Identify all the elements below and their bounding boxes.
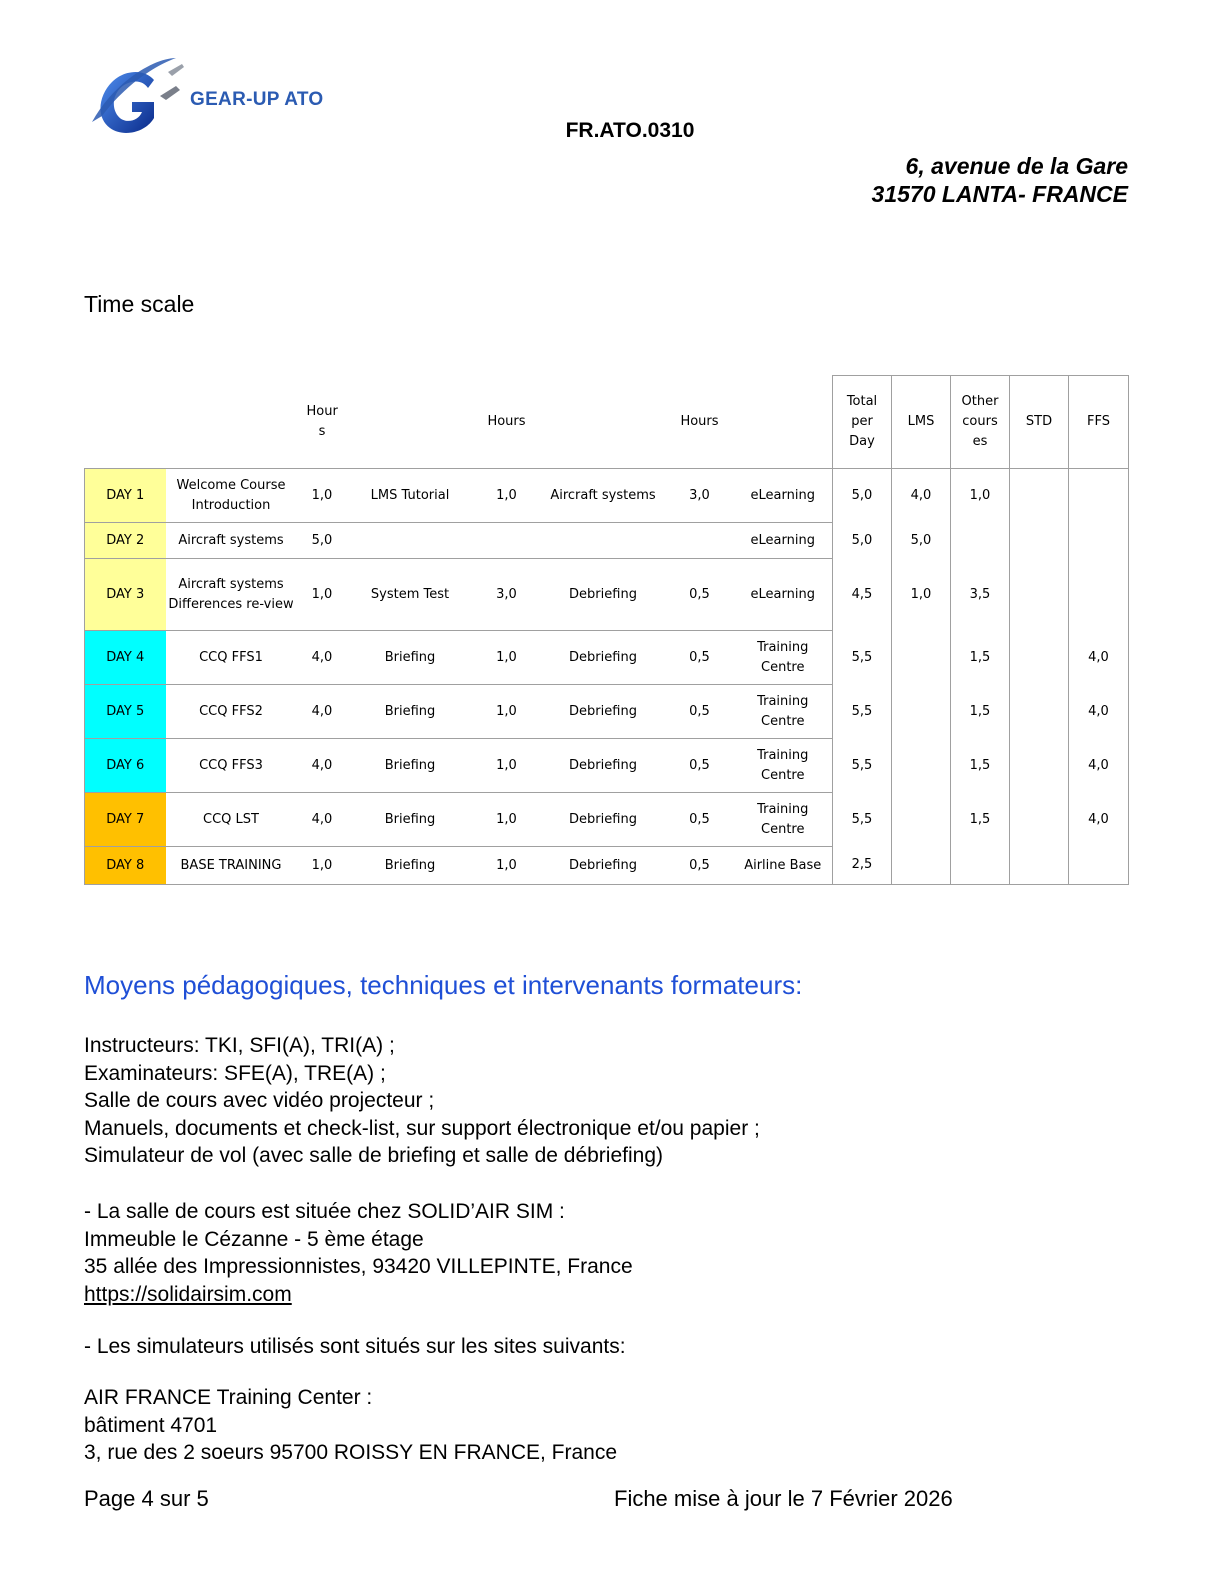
- ffs-cell: [1069, 559, 1129, 631]
- company-logo: [84, 52, 344, 142]
- location-cell: Training Centre: [734, 685, 833, 739]
- header-lms: LMS: [892, 376, 951, 469]
- salle-line: Immeuble le Cézanne - 5 ème étage: [84, 1227, 424, 1251]
- moyens-list: [84, 1032, 760, 1170]
- std-cell: [1010, 685, 1069, 739]
- hours-1-cell: 4,0: [297, 685, 348, 739]
- std-cell: [1010, 793, 1069, 847]
- std-cell: [1010, 847, 1069, 885]
- airfrance-line: 3, rue des 2 soeurs 95700 ROISSY EN FRANCE, France: [84, 1441, 618, 1464]
- hours-1-cell: 4,0: [297, 793, 348, 847]
- hours-1-cell: 4,0: [297, 739, 348, 793]
- airfrance-line: AIR FRANCE Training Center :: [84, 1386, 373, 1409]
- hours-1-cell: 1,0: [297, 847, 348, 885]
- update-date: Fiche mise à jour le 7 Février 2026: [614, 1486, 953, 1511]
- activity-2-cell: System Test: [348, 559, 473, 631]
- address-line-2: 31570 LANTA- FRANCE: [871, 181, 1128, 207]
- hours-2-cell: 1,0: [473, 847, 541, 885]
- header-std: STD: [1010, 376, 1069, 469]
- table-row: [85, 847, 1129, 885]
- simulateurs-line: - Les simulateurs utilisés sont situés sur les sites suivants:: [84, 1335, 626, 1358]
- activity-2-cell: Briefing: [348, 685, 473, 739]
- std-cell: [1010, 739, 1069, 793]
- moyens-line: Salle de cours avec vidéo projecteur ;: [84, 1089, 435, 1112]
- header-hours-1: Hour s: [306, 403, 338, 439]
- hours-2-cell: 1,0: [473, 685, 541, 739]
- other-courses-cell: [951, 847, 1010, 885]
- hours-2-cell: 1,0: [473, 469, 541, 523]
- hours-2-cell: 1,0: [473, 631, 541, 685]
- std-cell: [1010, 559, 1069, 631]
- airfrance-block: [84, 1384, 617, 1467]
- location-cell: eLearning: [734, 523, 833, 559]
- day-cell: DAY 2: [85, 523, 166, 559]
- hours-3-cell: 0,5: [666, 847, 734, 885]
- header-hours-2: Hours: [487, 413, 526, 429]
- hours-3-cell: 0,5: [666, 559, 734, 631]
- activity-1-cell: BASE TRAINING: [166, 847, 297, 885]
- day-cell: DAY 5: [85, 685, 166, 739]
- hours-1-cell: 1,0: [297, 469, 348, 523]
- activity-3-cell: Debriefing: [541, 559, 666, 631]
- std-cell: [1010, 469, 1069, 523]
- activity-2-cell: Briefing: [348, 847, 473, 885]
- location-cell: Training Centre: [734, 793, 833, 847]
- lms-cell: [892, 631, 951, 685]
- hours-3-cell: 0,5: [666, 631, 734, 685]
- activity-3-cell: [541, 523, 666, 559]
- header-hours-3: Hours: [680, 413, 719, 429]
- activity-3-cell: Aircraft systems: [541, 469, 666, 523]
- table-row: [85, 469, 1129, 523]
- total-cell: 2,5: [833, 847, 892, 885]
- company-address: [872, 152, 1128, 208]
- address-line-1: 6, avenue de la Gare: [905, 153, 1128, 179]
- solidairsim-link[interactable]: https://solidairsim.com: [84, 1282, 292, 1306]
- lms-cell: 5,0: [892, 523, 951, 559]
- activity-2-cell: [348, 523, 473, 559]
- lms-cell: [892, 685, 951, 739]
- table-row: [85, 685, 1129, 739]
- other-courses-cell: [951, 523, 1010, 559]
- total-cell: 5,5: [833, 793, 892, 847]
- total-cell: 4,5: [833, 559, 892, 631]
- hours-2-cell: [473, 523, 541, 559]
- table-row: [85, 739, 1129, 793]
- std-cell: [1010, 631, 1069, 685]
- total-cell: 5,5: [833, 739, 892, 793]
- hours-1-cell: 5,0: [297, 523, 348, 559]
- ffs-cell: [1069, 523, 1129, 559]
- salle-line: 35 allée des Impressionnistes, 93420 VILLEPINTE, France: [84, 1255, 633, 1278]
- moyens-line: Simulateur de vol (avec salle de briefing et salle de débriefing): [84, 1144, 663, 1167]
- hours-3-cell: [666, 523, 734, 559]
- lms-cell: 4,0: [892, 469, 951, 523]
- other-courses-cell: 1,5: [951, 793, 1010, 847]
- activity-3-cell: Debriefing: [541, 631, 666, 685]
- lms-cell: [892, 847, 951, 885]
- moyens-line: Manuels, documents et check-list, sur support électronique et/ou papier ;: [84, 1116, 760, 1140]
- activity-3-cell: Debriefing: [541, 685, 666, 739]
- activity-1-cell: CCQ FFS1: [166, 631, 297, 685]
- ffs-cell: 4,0: [1069, 739, 1129, 793]
- hours-2-cell: 3,0: [473, 559, 541, 631]
- header-empty: [541, 376, 666, 469]
- total-cell: 5,5: [833, 631, 892, 685]
- activity-2-cell: Briefing: [348, 631, 473, 685]
- day-cell: DAY 6: [85, 739, 166, 793]
- table-header-row: [85, 376, 1129, 469]
- hours-2-cell: 1,0: [473, 739, 541, 793]
- moyens-title: Moyens pédagogiques, techniques et intervenants formateurs:: [84, 970, 803, 1000]
- header-empty: [85, 376, 166, 469]
- lms-cell: [892, 739, 951, 793]
- activity-2-cell: Briefing: [348, 793, 473, 847]
- hours-1-cell: 4,0: [297, 631, 348, 685]
- ffs-cell: 4,0: [1069, 631, 1129, 685]
- total-cell: 5,0: [833, 469, 892, 523]
- section-title: Time scale: [84, 291, 195, 317]
- day-cell: DAY 7: [85, 793, 166, 847]
- airfrance-line: bâtiment 4701: [84, 1413, 218, 1437]
- other-courses-cell: 3,5: [951, 559, 1010, 631]
- table-row: [85, 631, 1129, 685]
- activity-2-cell: Briefing: [348, 739, 473, 793]
- total-cell: 5,0: [833, 523, 892, 559]
- header-total-per-day: Total per Day: [833, 376, 892, 469]
- day-cell: DAY 3: [85, 559, 166, 631]
- document-reference: FR.ATO.0310: [565, 119, 695, 142]
- activity-1-cell: Aircraft systems Differences re-view: [166, 559, 297, 631]
- day-cell: DAY 4: [85, 631, 166, 685]
- activity-1-cell: CCQ FFS3: [166, 739, 297, 793]
- salle-block: [84, 1198, 633, 1308]
- activity-3-cell: Debriefing: [541, 793, 666, 847]
- header-ffs: FFS: [1069, 376, 1129, 469]
- location-cell: eLearning: [734, 469, 833, 523]
- ffs-cell: 4,0: [1069, 793, 1129, 847]
- location-cell: Airline Base: [734, 847, 833, 885]
- std-cell: [1010, 523, 1069, 559]
- activity-1-cell: CCQ FFS2: [166, 685, 297, 739]
- activity-3-cell: Debriefing: [541, 847, 666, 885]
- lms-cell: 1,0: [892, 559, 951, 631]
- activity-1-cell: CCQ LST: [166, 793, 297, 847]
- location-cell: Training Centre: [734, 631, 833, 685]
- ffs-cell: 4,0: [1069, 685, 1129, 739]
- hours-3-cell: 0,5: [666, 793, 734, 847]
- header-empty: [734, 376, 833, 469]
- moyens-line: Examinateurs: SFE(A), TRE(A) ;: [84, 1061, 386, 1085]
- activity-3-cell: Debriefing: [541, 739, 666, 793]
- logo-mark-icon: [84, 52, 194, 142]
- header-other-courses: Other cours es: [951, 376, 1010, 469]
- hours-3-cell: 0,5: [666, 739, 734, 793]
- location-cell: Training Centre: [734, 739, 833, 793]
- day-cell: DAY 8: [85, 847, 166, 885]
- ffs-cell: [1069, 847, 1129, 885]
- hours-1-cell: 1,0: [297, 559, 348, 631]
- logo-text: GEAR-UP ATO: [190, 89, 324, 110]
- activity-1-cell: Welcome Course Introduction: [166, 469, 297, 523]
- page-number: Page 4 sur 5: [84, 1486, 209, 1511]
- other-courses-cell: 1,0: [951, 469, 1010, 523]
- other-courses-cell: 1,5: [951, 739, 1010, 793]
- location-cell: eLearning: [734, 559, 833, 631]
- time-scale-table: [84, 375, 1129, 885]
- table-row: [85, 559, 1129, 631]
- table-row: [85, 523, 1129, 559]
- moyens-line: Instructeurs: TKI, SFI(A), TRI(A) ;: [84, 1034, 395, 1057]
- day-cell: DAY 1: [85, 469, 166, 523]
- hours-3-cell: 0,5: [666, 685, 734, 739]
- header-empty: [348, 376, 473, 469]
- other-courses-cell: 1,5: [951, 685, 1010, 739]
- header-empty: [166, 376, 297, 469]
- activity-2-cell: LMS Tutorial: [348, 469, 473, 523]
- hours-2-cell: 1,0: [473, 793, 541, 847]
- lms-cell: [892, 793, 951, 847]
- other-courses-cell: 1,5: [951, 631, 1010, 685]
- activity-1-cell: Aircraft systems: [166, 523, 297, 559]
- hours-3-cell: 3,0: [666, 469, 734, 523]
- total-cell: 5,5: [833, 685, 892, 739]
- salle-line: - La salle de cours est située chez SOLID’AIR SIM :: [84, 1200, 565, 1223]
- ffs-cell: [1069, 469, 1129, 523]
- table-row: [85, 793, 1129, 847]
